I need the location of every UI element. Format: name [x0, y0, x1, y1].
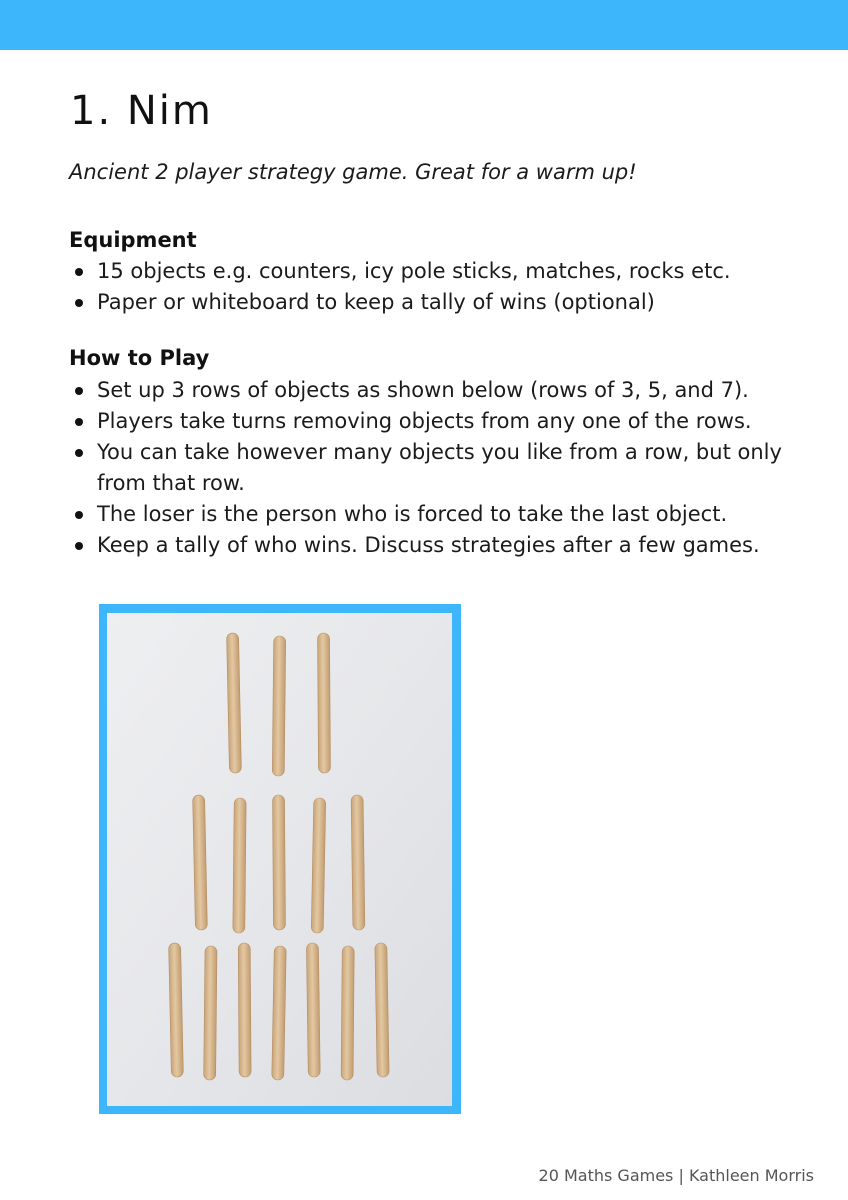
page-title: 1. Nim — [70, 88, 213, 134]
sticks-image — [107, 613, 452, 1106]
list-item: Paper or whiteboard to keep a tally of wins (optional) — [69, 287, 809, 318]
popsicle-stick — [169, 943, 184, 1077]
equipment-list — [69, 256, 809, 318]
list-item: 15 objects e.g. counters, icy pole sticks, matches, rocks etc. — [69, 256, 809, 287]
list-item: Players take turns removing objects from any one of the rows. — [69, 406, 809, 437]
popsicle-stick — [272, 636, 285, 776]
equipment-heading: Equipment — [69, 228, 197, 252]
popsicle-stick — [375, 943, 389, 1077]
popsicle-stick — [311, 798, 326, 933]
popsicle-stick — [272, 946, 287, 1080]
page-subtitle: Ancient 2 player strategy game. Great for a warm up! — [69, 160, 637, 184]
popsicle-stick — [318, 633, 331, 773]
popsicle-stick — [204, 946, 217, 1080]
how-to-play-heading: How to Play — [69, 346, 210, 370]
popsicle-stick — [227, 633, 242, 773]
popsicle-stick — [273, 795, 286, 930]
header-band — [0, 0, 848, 50]
list-item: Set up 3 rows of objects as shown below (rows of 3, 5, and 7). — [69, 375, 809, 406]
how-to-play-list — [69, 375, 809, 561]
popsicle-stick — [238, 943, 251, 1077]
popsicle-stick — [306, 943, 320, 1077]
popsicle-stick — [341, 946, 354, 1080]
popsicle-stick — [193, 795, 208, 930]
footer-credit: 20 Maths Games | Kathleen Morris — [538, 1166, 814, 1185]
popsicle-stick — [351, 795, 365, 930]
list-item: You can take however many objects you like from a row, but only from that row. — [69, 437, 809, 499]
list-item: The loser is the person who is forced to take the last object. — [69, 499, 809, 530]
popsicle-stick — [233, 798, 246, 933]
nim-setup-photo — [99, 604, 461, 1114]
list-item: Keep a tally of who wins. Discuss strategies after a few games. — [69, 530, 809, 561]
